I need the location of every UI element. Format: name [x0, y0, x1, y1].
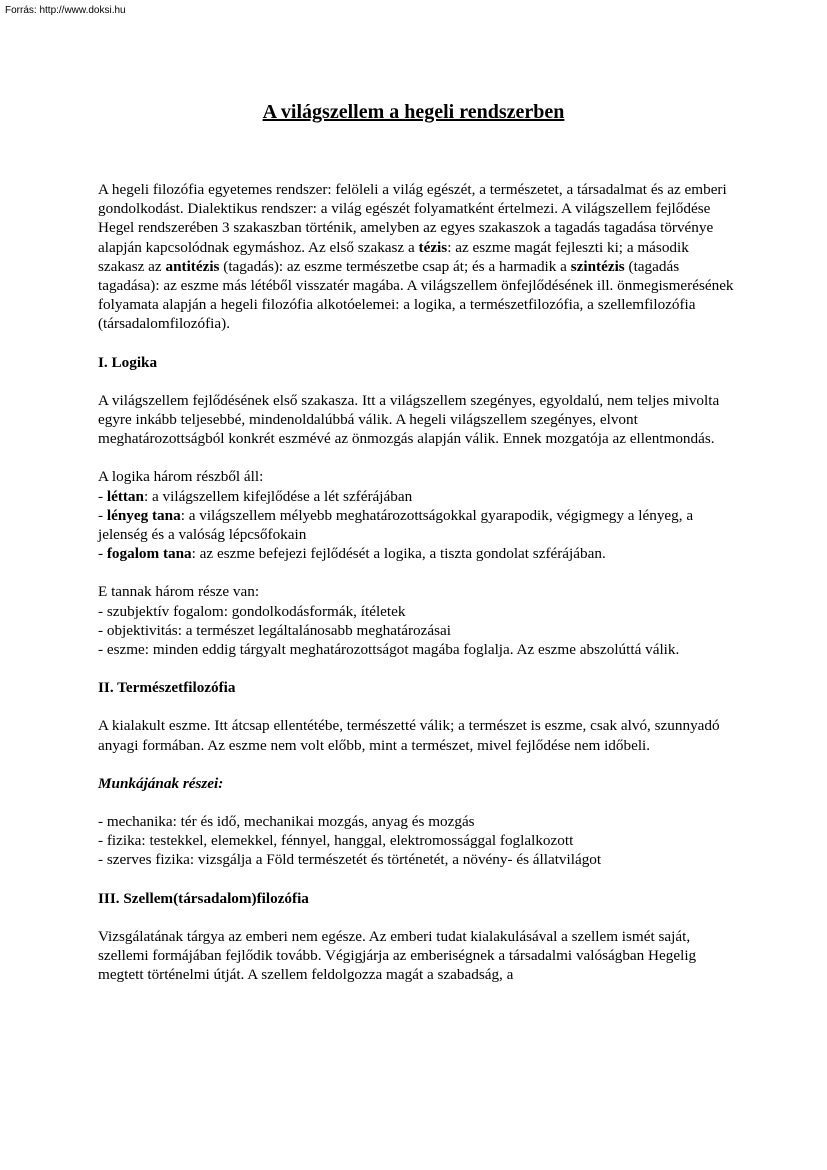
- list-dash: -: [98, 506, 107, 524]
- list-item: - mechanika: tér és idő, mechanikai mozgás, anyag és mozgás: [98, 813, 475, 831]
- term-fogalom-tana: fogalom tana: [106, 545, 192, 563]
- list-item: - szerves fizika: vizsgálja a Föld természetét és történetét, a növény- és állatvilágot: [98, 851, 602, 869]
- intro-text-3: (tagadás): az eszme természetbe csap át; és a harmadik a: [219, 257, 571, 275]
- term-tezis: tézis: [418, 238, 448, 256]
- document-title: A világszellem a hegeli rendszerben: [262, 101, 565, 123]
- list-item: [98, 506, 738, 544]
- section-heading-szellemfilozofia: III. Szellem(társadalom)filozófia: [98, 889, 309, 907]
- logika-parts-list: [98, 467, 738, 563]
- list-intro: E tannak három része van:: [98, 583, 260, 601]
- list-item: [98, 544, 738, 563]
- list-item: - eszme: minden eddig tárgyalt meghatározottságot magába foglalja. Az eszme abszolúttá válik.: [98, 641, 680, 659]
- termeszetfilozofia-paragraph: A kialakult eszme. Itt átcsap ellentétébe, természetté válik; a természet is eszme, csak alvó, szunnyadó anyagi formában. Az eszme nem volt előbb, mint a természet, mivel fejlődése nem időbeli.: [98, 717, 720, 754]
- list-item: - objektivitás: a természet legáltalánosabb meghatározásai: [98, 621, 451, 639]
- intro-text-4: (tagadás tagadása): az eszme más létéből visszatér magába. A világszellem önfejlődésének ill. önmegismerésének folyamata alapján a hegeli filozófia alkotóelemei: a logika, a természetfilozófia, a szellemfilozófia (társadalomfilozófia).: [98, 257, 734, 333]
- list-dash: -: [98, 545, 107, 563]
- term-szintezis: szintézis: [570, 257, 625, 275]
- logika-paragraph: A világszellem fejlődésének első szakasza. Itt a világszellem szegényes, egyoldalú, nem teljes mivolta egyre inkább teljesebbé, mindenoldalúbbá válik. A hegeli világszellem szegényes, elvont meghatározottságból konkrét eszmévé az önmozgás alapján válik. Ennek mozgatója az ellentmondás.: [98, 391, 720, 448]
- list-intro: A logika három részből áll:: [98, 468, 264, 486]
- list-item-text: : a világszellem mélyebb meghatározottságokkal gyarapodik, végigmegy a lényeg, a jelenség és a valóság lépcsőfokain: [98, 506, 694, 544]
- document-body: [98, 180, 738, 1004]
- term-lenyeg-tana: lényeg tana: [106, 506, 181, 524]
- list-dash: -: [98, 487, 107, 505]
- fogalom-parts-list: [98, 582, 738, 659]
- intro-text-1: A hegeli filozófia egyetemes rendszer: felöleli a világ egészét, a természetet, a társadalmat és az emberi gondolkodást. Dialektikus rendszer: a világ egészét folyamatként értelmezi. A világszellem fejlődése Hegel rendszerében 3 szakaszban történik, amelyben az egyes szakaszok a tagadás tagadása törvénye alapján kapcsolódnak egymáshoz. Az első szakasz a: [98, 181, 727, 256]
- termeszetfilozofia-list: [98, 812, 738, 870]
- list-item-text: : a világszellem kifejlődése a lét szférájában: [143, 487, 413, 505]
- list-item-text: : az eszme befejezi fejlődését a logika, a tiszta gondolat szférájában.: [191, 545, 606, 563]
- section-heading-logika: I. Logika: [98, 353, 158, 371]
- intro-paragraph: [98, 180, 738, 334]
- szellemfilozofia-paragraph: Vizsgálatának tárgya az emberi nem egésze. Az emberi tudat kialakulásával a szellem ismét saját, szellemi formájában fejlődik tovább. Végigjárja az emberiségnek a társadalmi valóságban Hegelig megtett történelmi útját. A szellem feldolgozza magát a szabadság, a: [98, 927, 697, 984]
- section-heading-termeszetfilozofia: II. Természetfilozófia: [98, 679, 236, 697]
- term-antitezis: antitézis: [165, 257, 220, 275]
- term-lettan: léttan: [106, 487, 144, 505]
- source-label: Forrás: http://www.doksi.hu: [5, 5, 126, 16]
- subheading-munkajanak-reszei: Munkájának részei:: [98, 774, 224, 792]
- list-item: [98, 487, 738, 506]
- list-item: - fizika: testekkel, elemekkel, fénnyel, hanggal, elektromossággal foglalkozott: [98, 832, 574, 850]
- intro-text-2: : az eszme magát fejleszti ki; a második szakasz az: [98, 238, 689, 275]
- list-item: - szubjektív fogalom: gondolkodásformák, ítéletek: [98, 602, 406, 620]
